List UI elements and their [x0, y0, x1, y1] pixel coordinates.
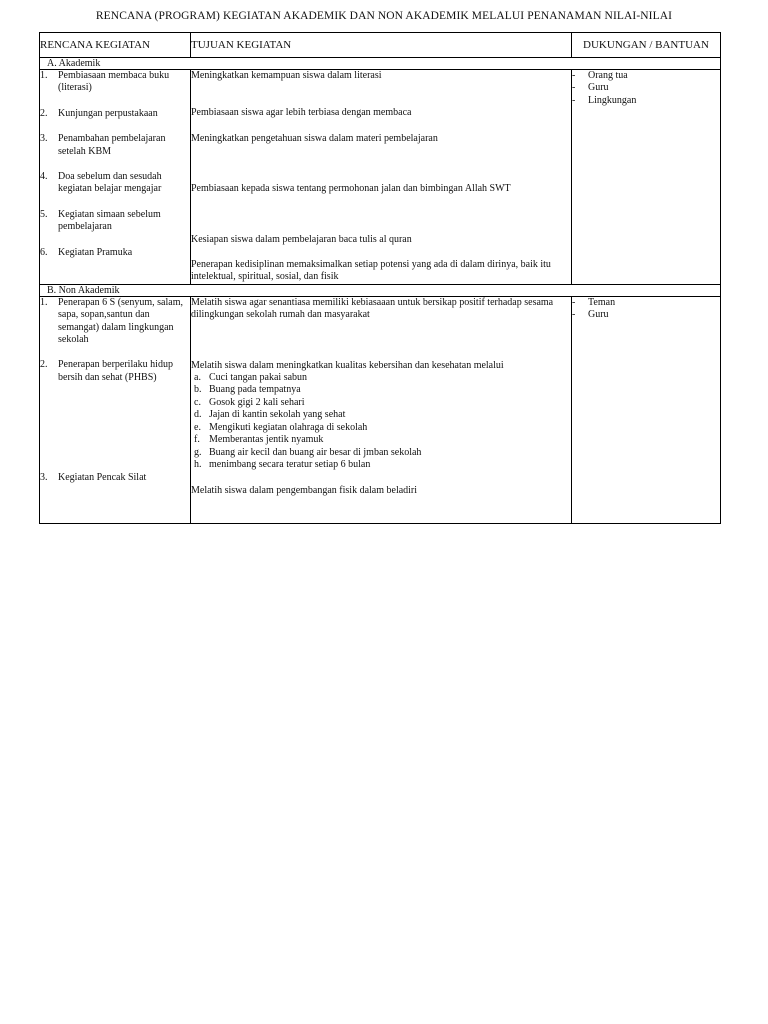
sub-item: g. Buang air kecil dan buang air besar di jmban sekolah [194, 446, 422, 458]
tujuan-text: Melatih siswa agar senantiasa memiliki kebiasaaan untuk bersikap positif terhadap sesama dilingkungan sekolah rumah dan masyarakat [191, 296, 554, 321]
section-body-akademik [40, 70, 721, 285]
activity-plan-table [39, 32, 721, 524]
list-item: 5. Kegiatan simaan sebelum pembelajaran [40, 208, 161, 233]
dukungan-item: - Guru [572, 82, 609, 94]
tujuan-text: Melatih siswa dalam meningkatkan kualitas kebersihan dan kesehatan melalui [191, 359, 504, 371]
list-item: 3. Penambahan pembelajaran setelah KBM [40, 133, 166, 157]
tujuan-text: Pembiasaan siswa agar lebih terbiasa dengan membaca [191, 107, 412, 119]
rencana-cell [40, 296, 191, 523]
sub-item: b. Buang pada tempatnya [194, 384, 301, 396]
list-item: 4. Doa sebelum dan sesudah kegiatan belajar mengajar [40, 171, 162, 195]
list-item: 1. Penerapan 6 S (senyum, salam, sapa, sopan,santun dan semangat) dalam lingkungan sekolah [40, 296, 183, 346]
dukungan-cell [572, 296, 721, 523]
section-row-akademik [40, 58, 721, 70]
header-dukungan: DUKUNGAN / BANTUAN [572, 33, 721, 58]
dukungan-cell [572, 70, 721, 285]
sub-item: f. Memberantas jentik nyamuk [194, 434, 324, 446]
document-title: RENCANA (PROGRAM) KEGIATAN AKADEMIK DAN NON AKADEMIK MELALUI PENANAMAN NILAI-NILAI [95, 10, 673, 22]
header-rencana: RENCANA KEGIATAN [40, 33, 191, 58]
dukungan-item: - Lingkungan [572, 94, 637, 106]
list-item: 2. Penerapan berperilaku hidup bersih dan sehat (PHBS) [40, 359, 173, 383]
sub-item: c. Gosok gigi 2 kali sehari [194, 396, 305, 408]
section-body-non-akademik [40, 296, 721, 523]
list-item: 3. Kegiatan Pencak Silat [40, 472, 147, 484]
tujuan-text: Penerapan kedisiplinan memaksimalkan setiap potensi yang ada di dalam dirinya, baik itu intelektual, spiritual, sosial, dan fisik [191, 259, 551, 283]
header-tujuan: TUJUAN KEGIATAN [191, 33, 572, 58]
dukungan-item: - Guru [572, 309, 609, 321]
list-item: 6. Kegiatan Pramuka [40, 246, 133, 258]
tujuan-text: Melatih siswa dalam pengembangan fisik dalam beladiri [191, 485, 418, 497]
sub-item: h. menimbang secara teratur setiap 6 bulan [194, 458, 371, 470]
dukungan-item: - Orang tua [572, 70, 628, 81]
tujuan-text: Meningkatkan kemampuan siswa dalam literasi [191, 70, 382, 81]
sub-item: a. Cuci tangan pakai sabun [194, 372, 308, 384]
sub-item: d. Jajan di kantin sekolah yang sehat [194, 409, 346, 421]
list-item: 2. Kunjungan perpustakaan [40, 107, 158, 119]
section-label: B. Non Akademik [40, 284, 721, 296]
table-header-row [40, 33, 721, 58]
tujuan-cell [191, 70, 572, 285]
section-label: A. Akademik [40, 58, 721, 70]
list-item: 1. Pembiasaan membaca buku (literasi) [40, 70, 170, 94]
tujuan-text: Kesiapan siswa dalam pembelajaran baca tulis al quran [191, 233, 412, 245]
sub-item: e. Mengikuti kegiatan olahraga di sekolah [194, 421, 368, 433]
tujuan-cell [191, 296, 572, 523]
phbs-sublist [191, 372, 571, 471]
tujuan-text: Pembiasaan kepada siswa tentang permohonan jalan dan bimbingan Allah SWT [191, 183, 511, 195]
dukungan-item: - Teman [572, 296, 616, 308]
rencana-cell [40, 70, 191, 285]
section-row-non-akademik [40, 284, 721, 296]
tujuan-text: Meningkatkan pengetahuan siswa dalam materi pembelajaran [191, 132, 438, 144]
